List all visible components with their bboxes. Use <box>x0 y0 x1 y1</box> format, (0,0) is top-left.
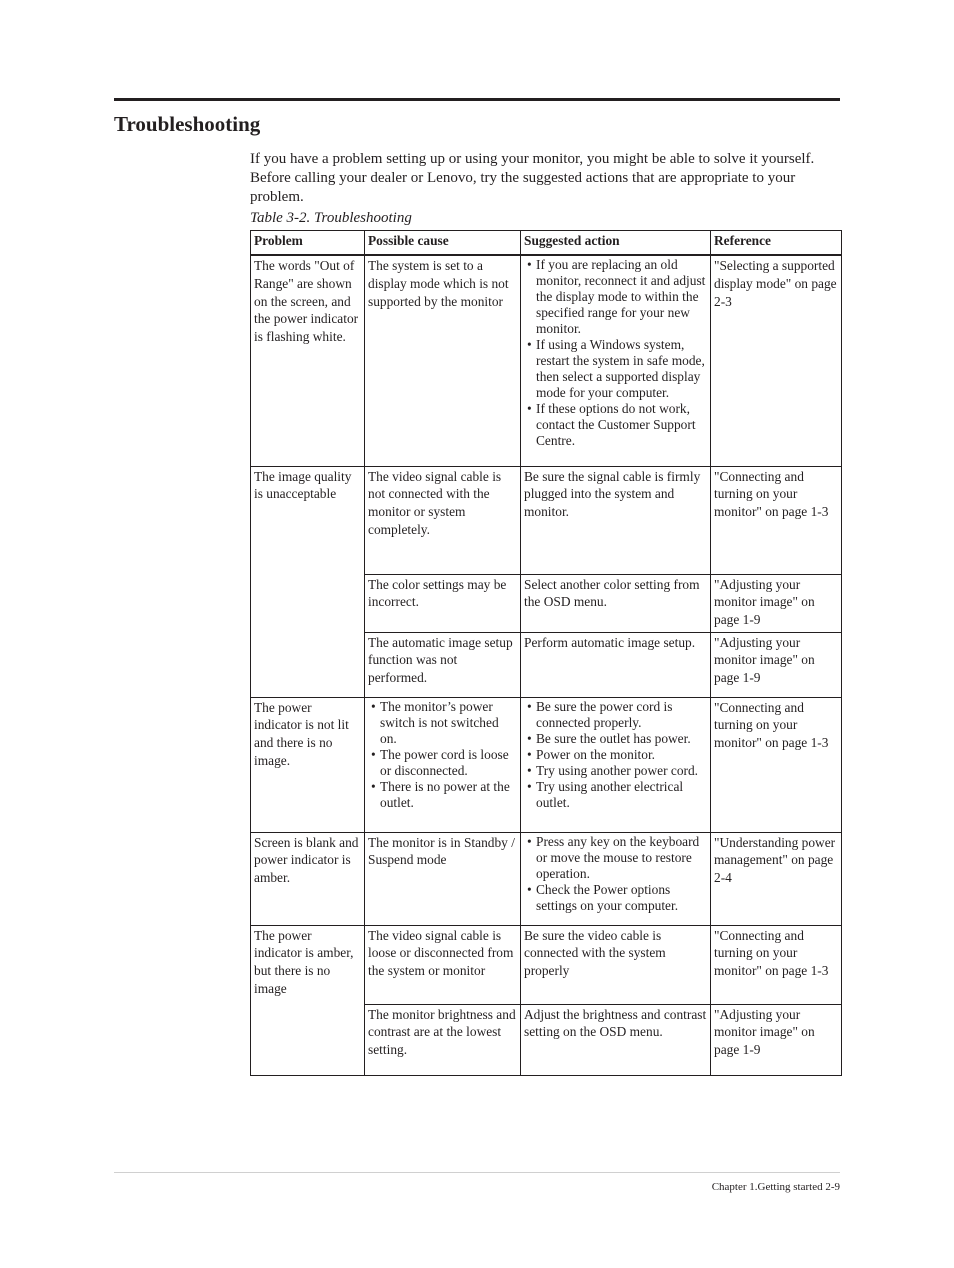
cause-cell: The video signal cable is loose or disconnected from the system or monitor <box>365 925 521 1004</box>
cause-cell: The automatic image setup function was not performed. <box>365 632 521 697</box>
action-cell <box>521 697 711 832</box>
list-item: • Be sure the outlet has power. <box>524 731 708 747</box>
table-row <box>251 697 842 832</box>
table-caption: Table 3-2. Troubleshooting <box>250 210 412 226</box>
footer-rule <box>114 1172 840 1173</box>
reference-cell: "Connecting and turning on your monitor" on page 1-3 <box>711 697 842 832</box>
table-body <box>251 255 842 1075</box>
action-cell <box>521 832 711 925</box>
problem-cell: The power indicator is amber, but there is no image <box>251 925 365 1075</box>
action-cell: Perform automatic image setup. <box>521 632 711 697</box>
header-problem: Problem <box>251 231 365 256</box>
problem-cell: The words "Out of Range" are shown on the screen, and the power indicator is flashing white. <box>251 255 365 466</box>
table-row <box>251 255 842 466</box>
list-item: • There is no power at the outlet. <box>368 779 518 811</box>
header-suggested-action: Suggested action <box>521 231 711 256</box>
cause-cell: The monitor is in Standby / Suspend mode <box>365 832 521 925</box>
action-cell <box>521 255 711 466</box>
problem-cell: The power indicator is not lit and there is no image. <box>251 697 365 832</box>
table-row <box>251 832 842 925</box>
problem-cell: The image quality is unacceptable <box>251 466 365 697</box>
troubleshooting-table <box>250 230 842 1076</box>
list-item: • Try using another power cord. <box>524 763 708 779</box>
reference-cell: "Adjusting your monitor image" on page 1-9 <box>711 632 842 697</box>
problem-cell: Screen is blank and power indicator is amber. <box>251 832 365 925</box>
reference-cell: "Understanding power management" on page 2-4 <box>711 832 842 925</box>
action-cell: Adjust the brightness and contrast setting on the OSD menu. <box>521 1004 711 1075</box>
reference-cell: "Selecting a supported display mode" on page 2-3 <box>711 255 842 466</box>
cause-cell: The color settings may be incorrect. <box>365 574 521 632</box>
list-item: • The monitor’s power switch is not switched on. <box>368 699 518 747</box>
reference-cell: "Connecting and turning on your monitor" on page 1-3 <box>711 466 842 574</box>
reference-cell: "Adjusting your monitor image" on page 1-9 <box>711 1004 842 1075</box>
cause-cell: The monitor brightness and contrast are at the lowest setting. <box>365 1004 521 1075</box>
table-header-row <box>251 231 842 256</box>
cause-cell-list <box>368 699 518 811</box>
table-row <box>251 466 842 574</box>
list-item: • Press any key on the keyboard or move the mouse to restore operation. <box>524 834 708 882</box>
table-row <box>251 925 842 1004</box>
header-reference: Reference <box>711 231 842 256</box>
list-item: • The power cord is loose or disconnected. <box>368 747 518 779</box>
top-rule <box>114 98 840 101</box>
cause-cell: The video signal cable is not connected with the monitor or system completely. <box>365 466 521 574</box>
page-footer: Chapter 1.Getting started 2-9 <box>711 1181 840 1193</box>
action-cell: Select another color setting from the OSD menu. <box>521 574 711 632</box>
action-cell-list <box>524 257 708 449</box>
action-cell: Be sure the video cable is connected with the system properly <box>521 925 711 1004</box>
list-item: • Be sure the power cord is connected properly. <box>524 699 708 731</box>
list-item: • If using a Windows system, restart the system in safe mode, then select a supported display mode for your computer. <box>524 337 708 401</box>
list-item: • Power on the monitor. <box>524 747 708 763</box>
list-item: • Check the Power options settings on your computer. <box>524 882 708 914</box>
list-item: • If these options do not work, contact the Customer Support Centre. <box>524 401 708 449</box>
list-item: • If you are replacing an old monitor, reconnect it and adjust the display mode to within the specified range for your new monitor. <box>524 257 708 337</box>
action-cell-list <box>524 699 708 811</box>
action-cell-list <box>524 834 708 914</box>
intro-paragraph: If you have a problem setting up or using your monitor, you might be able to solve it yourself. Before calling your dealer or Lenovo, try the suggested actions that are appropriate to your problem. <box>250 151 815 205</box>
list-item: • Try using another electrical outlet. <box>524 779 708 811</box>
cause-cell <box>365 697 521 832</box>
reference-cell: "Connecting and turning on your monitor" on page 1-3 <box>711 925 842 1004</box>
header-possible-cause: Possible cause <box>365 231 521 256</box>
action-cell: Be sure the signal cable is firmly plugged into the system and monitor. <box>521 466 711 574</box>
reference-cell: "Adjusting your monitor image" on page 1-9 <box>711 574 842 632</box>
cause-cell: The system is set to a display mode which is not supported by the monitor <box>365 255 521 466</box>
page-title: Troubleshooting <box>114 112 261 136</box>
